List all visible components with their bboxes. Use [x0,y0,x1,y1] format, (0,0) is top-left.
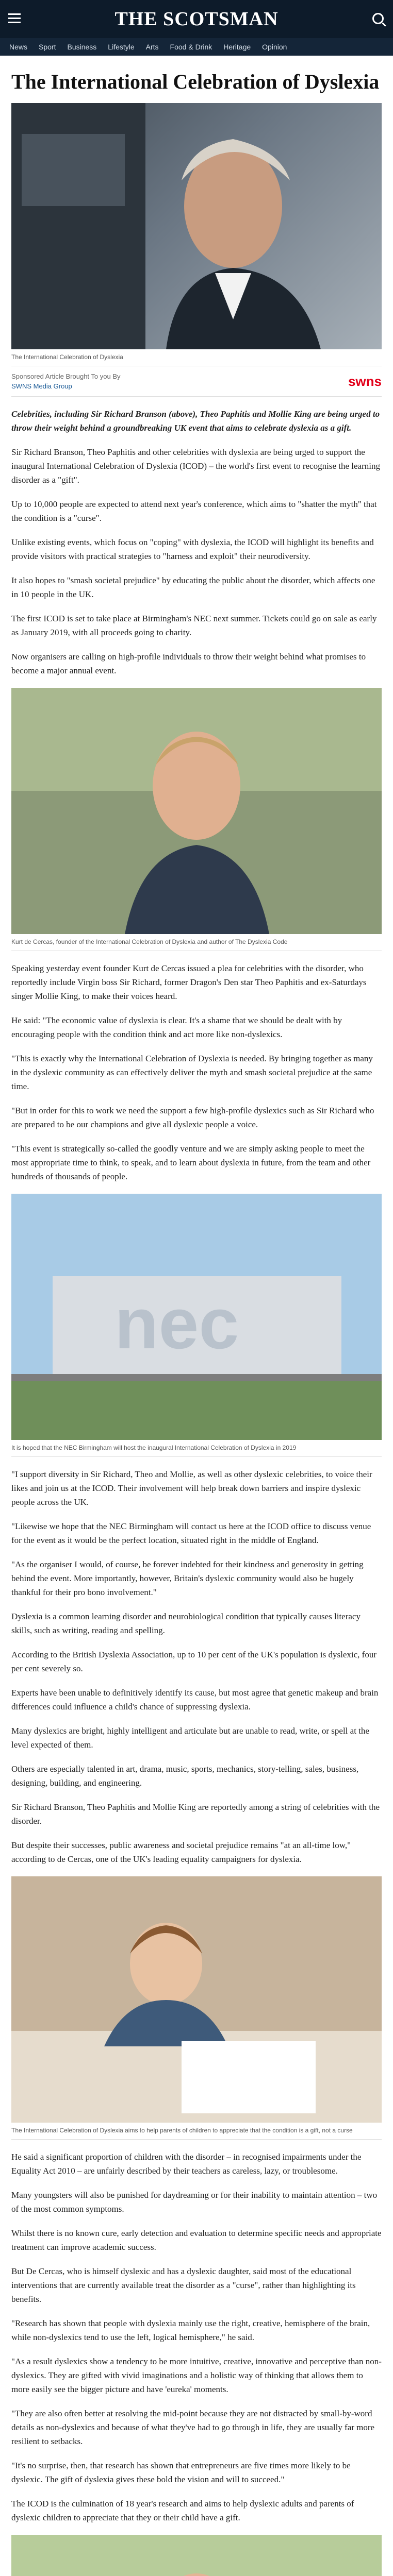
paragraph: "I support diversity in Sir Richard, Theo and Mollie, as well as other dyslexic celebrities, to voice their likes and join us at the ICOD. Their involvement will help break down barriers and inspire dyslexic people across the UK. [11,1469,372,1507]
article-body [0,70,393,2576]
hero-caption: The International Celebration of Dyslexia [11,349,382,366]
paragraph: "Likewise we hope that the NEC Birmingham will contact us here at the ICOD office to discuss venue for the event as it would be the perfect location, situated right in the middle of England. [11,1521,371,1545]
hamburger-menu-icon[interactable] [8,13,21,26]
child-writing-illustration [11,1876,382,2123]
paragraph: Others are especially talented in art, drama, music, sports, mechanics, story-telling, sales, business, designing, building, and engineering. [11,1764,359,1788]
paragraph: It also hopes to "smash societal prejudice" by educating the public about the disorder, which affects one in 10 people in the UK. [11,575,375,599]
paragraph: Sir Richard Branson, Theo Paphitis and Mollie King are reportedly among a string of celebrities with the disorder. [11,1802,380,1826]
paragraph: "As the organiser I would, of course, be forever indebted for their kindness and generosity in getting behind the event. More importantly, however, Britain's dyslexic community would also be hugely thankful for their pro bono involvement." [11,1560,364,1597]
paragraph: Up to 10,000 people are expected to attend next year's conference, which aims to "shatter the myth" that the condition is a "curse". [11,499,377,523]
paragraph: But De Cercas, who is himself dyslexic and has a dyslexic daughter, said most of the educational interventions that are currently available treat the disorder as a "curse", rather than highlighting its benefits. [11,2266,356,2304]
paragraph: Whilst there is no known cure, early detection and evaluation to determine specific needs and appropriate treatment can improve academic success. [11,2228,382,2252]
paragraph: He said: "The economic value of dyslexia is clear. It's a shame that we should be dealt with by encouraging people with the condition think and act more like non-dyslexics. [11,1015,342,1039]
paragraph: Speaking yesterday event founder Kurt de Cercas issued a plea for celebrities with the disorder, who reportedly include Virgin boss Sir Richard, former Dragon's Den star Theo Paphitis and ex-Saturdays singer Mollie King, to make their voices heard. [11,963,367,1001]
paragraph: Many youngsters will also be punished for daydreaming or for their inability to maintain attention – two of the most common symptoms. [11,2190,378,2214]
nav-item-arts[interactable]: Arts [145,43,159,51]
sponsor-logo[interactable]: swns [348,373,382,389]
byline-row [11,366,382,397]
nec-venue-image [11,1194,382,1440]
svg-text:nec: nec [114,1283,239,1364]
top-bar [0,0,393,38]
masthead-logo[interactable]: THE SCOTSMAN [114,8,279,30]
byline [11,372,121,390]
paragraph: "But in order for this to work we need the support a few high-profile dyslexics such as Sir Richard who are prepared to be our champions and give all dyslexic people a voice. [11,1106,374,1129]
paragraph: "It's no surprise, then, that research has shown that entrepreneurs are five times more likely to be dyslexic. The gift of dyslexia gives these bold the vision and will to succeed." [11,2461,351,2484]
image-caption: Kurt de Cercas, founder of the International Celebration of Dyslexia and author of The Dyslexia Code [11,934,382,951]
search-icon[interactable] [372,13,384,24]
paragraph: The first ICOD is set to take place at Birmingham's NEC next summer. Tickets could go on sale as early as January 2019, with all proceeds going to charity. [11,614,377,637]
paragraph: But despite their successes, public awareness and societal prejudice remains "at an all-time low," according to de Cercas, one of the UK's leading equality campaigners for dyslexia. [11,1840,351,1864]
lead-paragraph: Celebrities, including Sir Richard Branson (above), Theo Paphitis and Mollie King are being urged to throw their weight behind a groundbreaking UK event that aims to celebrate dyslexia as a gift. [11,409,380,433]
paragraph: He said a significant proportion of children with the disorder – in recognised impairments under the Equality Act 2010 – are unfairly described by their teachers as careless, lazy, or troublesome. [11,2152,362,2176]
kurt-outdoor-image [11,2535,382,2576]
nav-item-opinion[interactable]: Opinion [262,43,287,51]
paragraph: Many dyslexics are bright, highly intelligent and articulate but are unable to read, write, or spell at the level expected of them. [11,1726,369,1750]
byline-org-link[interactable]: SWNS Media Group [11,382,72,390]
nav-item-sport[interactable]: Sport [39,43,56,51]
byline-text: Sponsored Article Brought To you By [11,372,121,380]
outdoor-portrait-illustration [11,2535,382,2576]
kurt-portrait-image [11,688,382,934]
hero-portrait-illustration [11,103,382,349]
paragraph: "Research has shown that people with dyslexia mainly use the right, creative, hemisphere of the brain, while non-dyslexics tend to use the left, logical hemisphere," he said. [11,2318,370,2342]
paragraph: Sir Richard Branson, Theo Paphitis and other celebrities with dyslexia are being urged to support the inaugural International Celebration of Dyslexia (ICOD) – the world's first event to recognise the learning disorder as a "gift". [11,447,380,485]
paragraph: Dyslexia is a common learning disorder and neurobiological condition that typically causes literacy skills, such as writing, reading and spelling. [11,1612,361,1635]
paragraph: "This event is strategically so-called the goodly venture and we are simply asking people to meet the most appropriate time to think, to speak, and to learn about dyslexia in future, from the team and other hundreds of thousands of people. [11,1144,371,1181]
nav-item-lifestyle[interactable]: Lifestyle [108,43,135,51]
child-reading-image [11,1876,382,2123]
paragraph: The ICOD is the culmination of 18 year's research and aims to help dyslexic adults and parents of dyslexic children to appreciate that they or their child have a gift. [11,2499,354,2522]
paragraph: Experts have been unable to definitively identify its cause, but most agree that genetic makeup and brain differences could influence a child's chance of suppressing dyslexia. [11,1688,379,1711]
nav-item-business[interactable]: Business [67,43,97,51]
paragraph: Now organisers are calling on high-profile individuals to throw their weight behind what promises to become a major annual event. [11,652,366,675]
hero-image [11,103,382,349]
paragraph: According to the British Dyslexia Association, up to 10 per cent of the UK's population is dyslexic, four per cent severely so. [11,1650,376,1673]
nav-item-heritage[interactable]: Heritage [223,43,251,51]
image-caption: It is hoped that the NEC Birmingham will host the inaugural International Celebration of Dyslexia in 2019 [11,1440,382,1457]
image-caption: The International Celebration of Dyslexia aims to help parents of children to appreciate that the condition is a gift, not a curse [11,2123,382,2140]
nec-building-illustration [11,1194,382,1440]
paragraph: "As a result dyslexics show a tendency to be more intuitive, creative, innovative and perceptive than non-dyslexics. They are gifted with vivid imaginations and a holistic way of thinking that allows them to more easily see the bigger picture and have 'eureka' moments. [11,2357,382,2394]
paragraph: Unlike existing events, which focus on "coping" with dyslexia, the ICOD will highlight its benefits and provide visitors with practical strategies to "harness and exploit" their neurodiversity. [11,537,374,561]
article-title: The International Celebration of Dyslexia [11,70,380,93]
nav-item-food-drink[interactable]: Food & Drink [170,43,212,51]
nav-item-news[interactable]: News [9,43,28,51]
section-nav [0,38,393,56]
paragraph: "They are also often better at resolving the mid-point because they are not distracted by small-by-word details as non-dyslexics and because of what they've had to go through in life, they are usually far more resilient to setbacks. [11,2409,375,2446]
paragraph: "This is exactly why the International Celebration of Dyslexia is needed. By bringing together as many in the dyslexic community as can effectively deliver the myth and smash societal prejudice at the same time. [11,1054,373,1091]
portrait-illustration [11,688,382,934]
